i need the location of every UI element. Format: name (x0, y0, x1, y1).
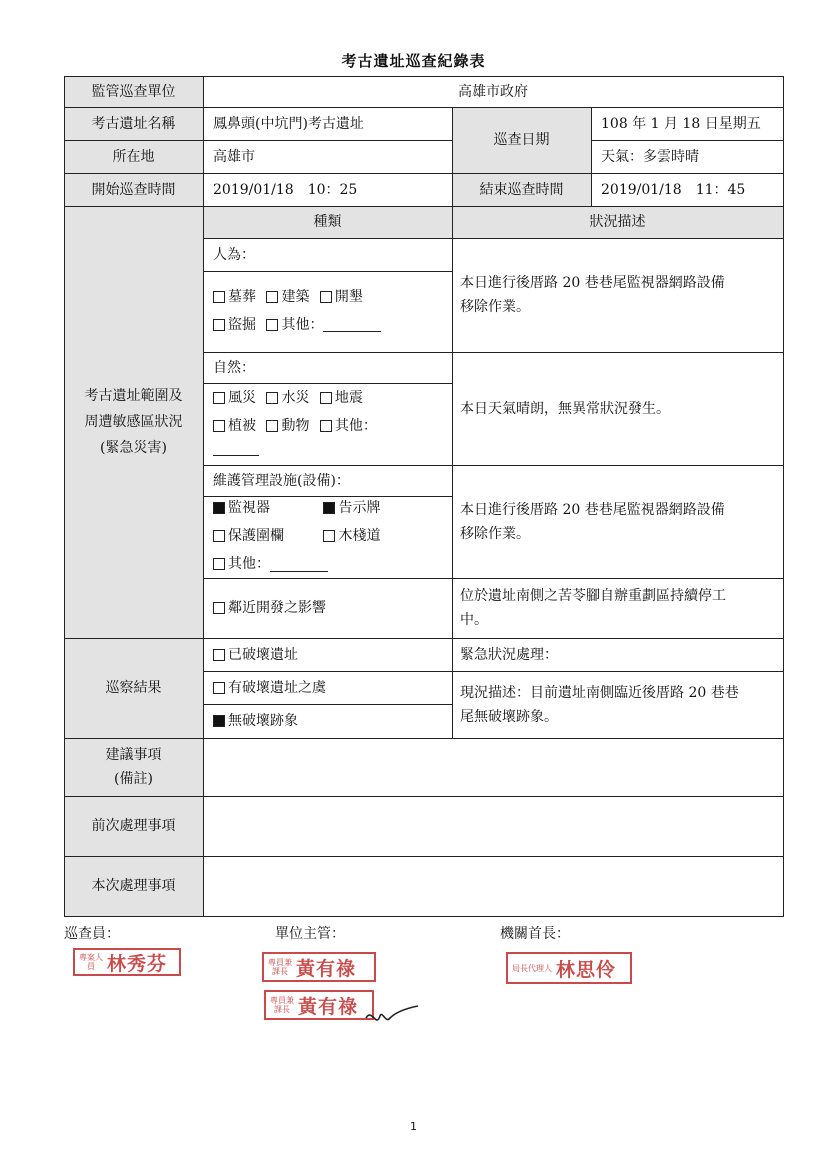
checkbox-vegetation[interactable] (213, 420, 225, 432)
inspector-label: 巡查員： (64, 926, 120, 942)
current-label: 本次處理事項 (91, 878, 176, 894)
human-description-line2: 移除作業。 (460, 299, 530, 315)
option-reclamation-label: 開墾 (334, 288, 363, 305)
option-destroyed-label: 已破壞遺址 (228, 646, 298, 663)
option-other-human-label: 其他： (281, 316, 324, 333)
supervisor-stamp-2-title: 專員兼課長 (270, 996, 294, 1014)
status-description-line1: 現況描述：目前遺址南側臨近後厝路 20 巷巷 (460, 684, 739, 701)
site-name-label: 考古遺址名稱 (91, 115, 176, 132)
end-time-value: 2019/01/18 11：45 (601, 181, 746, 198)
nature-options (203, 383, 452, 465)
status-description (452, 671, 783, 738)
previous-label: 前次處理事項 (91, 818, 176, 834)
suggestion-label-line1: 建議事項 (105, 747, 162, 763)
checkbox-construction[interactable] (266, 291, 278, 303)
head-stamp (506, 952, 632, 984)
checkbox-other-human[interactable] (266, 319, 278, 331)
option-boardwalk-label: 木棧道 (338, 528, 381, 544)
previous-value[interactable] (203, 796, 783, 856)
unit-value: 高雄市政府 (458, 84, 528, 100)
option-flood[interactable] (266, 385, 309, 411)
table-border-bottom (64, 916, 784, 917)
inspector-stamp-title: 專案人員 (79, 953, 103, 971)
checkbox-boardwalk[interactable] (323, 530, 335, 542)
head-stamp-name: 林思伶 (556, 958, 617, 981)
option-signboard[interactable] (323, 495, 380, 521)
option-earthquake-label: 地震 (334, 390, 363, 406)
option-other-facility[interactable] (213, 551, 328, 577)
option-wind-label: 風災 (228, 390, 256, 406)
page-title: 考古遺址巡查紀錄表 (341, 52, 486, 70)
other-blank-line (213, 441, 259, 456)
nearby-description-line2: 中。 (460, 612, 488, 628)
option-animal-label: 動物 (281, 418, 310, 434)
head-label: 機關首長： (500, 926, 570, 942)
weather-value: 天氣：多雲時晴 (601, 148, 699, 165)
option-wind[interactable] (213, 385, 256, 411)
result-option-destroyed (203, 638, 452, 671)
result-label: 巡察結果 (105, 680, 162, 696)
option-burial-label: 墓葬 (228, 288, 256, 305)
option-nearby-development[interactable] (213, 598, 326, 618)
checkbox-looting[interactable] (213, 319, 225, 331)
supervisor-stamp-2-name: 黃有祿 (298, 995, 359, 1018)
human-options (203, 271, 452, 352)
option-other-nature-label: 其他： (334, 418, 377, 434)
start-time-label: 開始巡查時間 (91, 181, 176, 198)
option-nearby-development-label: 鄰近開發之影響 (228, 600, 326, 616)
facility-options (203, 496, 452, 578)
option-animal[interactable] (266, 413, 309, 439)
start-time-value: 2019/01/18 10：25 (213, 181, 358, 198)
section-label-line3: (緊急災害) (100, 440, 167, 456)
option-looting-label: 盜掘 (228, 316, 256, 333)
option-reclamation[interactable] (320, 284, 363, 310)
supervisor-stamp-name: 黃有祿 (296, 957, 357, 980)
site-name-value: 鳳鼻頭(中坑門)考古遺址 (213, 115, 364, 132)
option-vegetation[interactable] (213, 413, 256, 439)
checkbox-no-damage-checked[interactable] (213, 715, 225, 727)
option-signboard-label: 告示牌 (338, 500, 381, 516)
option-construction[interactable] (266, 284, 309, 310)
option-earthquake[interactable] (320, 385, 363, 411)
head-stamp-title: 局長代理人 (512, 963, 552, 973)
result-option-risk (203, 671, 452, 704)
facility-description-line2: 移除作業。 (460, 525, 530, 542)
human-description (452, 238, 783, 352)
facility-heading: 維護管理設施(設備)： (213, 472, 350, 489)
nearby-option (203, 578, 452, 638)
supervisor-stamp (262, 952, 376, 982)
section-label (64, 206, 203, 638)
option-other-human[interactable] (266, 312, 381, 338)
facility-description (452, 465, 783, 578)
end-time-label: 結束巡查時間 (479, 181, 564, 198)
checkbox-earthquake[interactable] (320, 392, 332, 404)
other-blank-line (323, 317, 381, 332)
option-risk[interactable] (213, 678, 326, 698)
human-heading: 人為： (213, 246, 255, 263)
option-fence-label: 保護圍欄 (228, 528, 284, 544)
table-border-right (783, 76, 784, 917)
checkbox-flood[interactable] (266, 392, 278, 404)
inspector-stamp (73, 948, 181, 976)
checkbox-cctv-checked[interactable] (213, 502, 225, 514)
page-number: 1 (410, 1120, 417, 1133)
column-header-type: 種類 (313, 214, 342, 230)
checkbox-wind[interactable] (213, 392, 225, 404)
column-header-description: 狀況描述 (589, 214, 646, 230)
location-label: 所在地 (112, 148, 155, 165)
option-cctv-label: 監視器 (228, 500, 270, 516)
option-flood-label: 水災 (281, 390, 310, 406)
option-risk-label: 有破壞遺址之虞 (228, 679, 326, 696)
checkbox-reclamation[interactable] (320, 291, 332, 303)
option-vegetation-label: 植被 (228, 418, 256, 434)
nearby-description (452, 578, 783, 638)
suggestion-label-line2: (備註) (114, 771, 153, 787)
checkbox-animal[interactable] (266, 420, 278, 432)
option-boardwalk[interactable] (323, 523, 380, 549)
option-destroyed[interactable] (213, 645, 298, 665)
checkbox-nearby-development[interactable] (213, 602, 225, 614)
inspector-stamp-name: 林秀芬 (107, 952, 168, 975)
emergency-label: 緊急狀況處理： (460, 646, 558, 663)
option-fence[interactable] (213, 523, 313, 549)
suggestion-label (64, 738, 203, 796)
handwritten-signature (364, 1000, 420, 1030)
checkbox-risk[interactable] (213, 682, 225, 694)
section-label-line2: 周遭敏感區狀況 (84, 414, 183, 430)
nature-description: 本日天氣晴朗，無異常狀況發生。 (460, 400, 670, 417)
option-construction-label: 建築 (281, 288, 310, 305)
nature-heading: 自然： (213, 359, 255, 376)
other-blank-line (270, 557, 328, 572)
nearby-description-line1: 位於遺址南側之苦苓腳自辦重劃區持續停工 (460, 588, 726, 604)
supervisor-stamp-2 (264, 990, 374, 1020)
option-other-nature[interactable] (320, 413, 377, 439)
checkbox-fence[interactable] (213, 530, 225, 542)
checkbox-other-nature[interactable] (320, 420, 332, 432)
date-label: 巡查日期 (493, 132, 550, 148)
current-value[interactable] (203, 856, 783, 916)
option-other-facility-label: 其他： (228, 556, 270, 572)
supervisor-stamp-title: 專員兼課長 (268, 958, 292, 976)
supervisor-label: 單位主管： (275, 926, 345, 942)
date-value: 108 年 1 月 18 日星期五 (601, 115, 761, 132)
checkbox-burial[interactable] (213, 291, 225, 303)
human-description-line1: 本日進行後厝路 20 巷巷尾監視器網路設備 (460, 275, 725, 291)
unit-label: 監管巡查單位 (91, 84, 176, 100)
facility-description-line1: 本日進行後厝路 20 巷巷尾監視器網路設備 (460, 501, 725, 518)
suggestion-value[interactable] (203, 738, 783, 796)
status-description-line2: 尾無破壞跡象。 (460, 708, 558, 725)
location-value: 高雄市 (213, 148, 255, 165)
section-label-line1: 考古遺址範圍及 (84, 388, 183, 404)
option-no-damage-label: 無破壞跡象 (228, 713, 298, 729)
checkbox-destroyed[interactable] (213, 649, 225, 661)
checkbox-other-facility[interactable] (213, 558, 225, 570)
checkbox-signboard-checked[interactable] (323, 502, 335, 514)
option-no-damage[interactable] (213, 711, 298, 731)
option-cctv[interactable] (213, 495, 313, 521)
result-option-none (203, 704, 452, 738)
option-looting[interactable] (213, 312, 256, 338)
option-burial[interactable] (213, 284, 256, 310)
